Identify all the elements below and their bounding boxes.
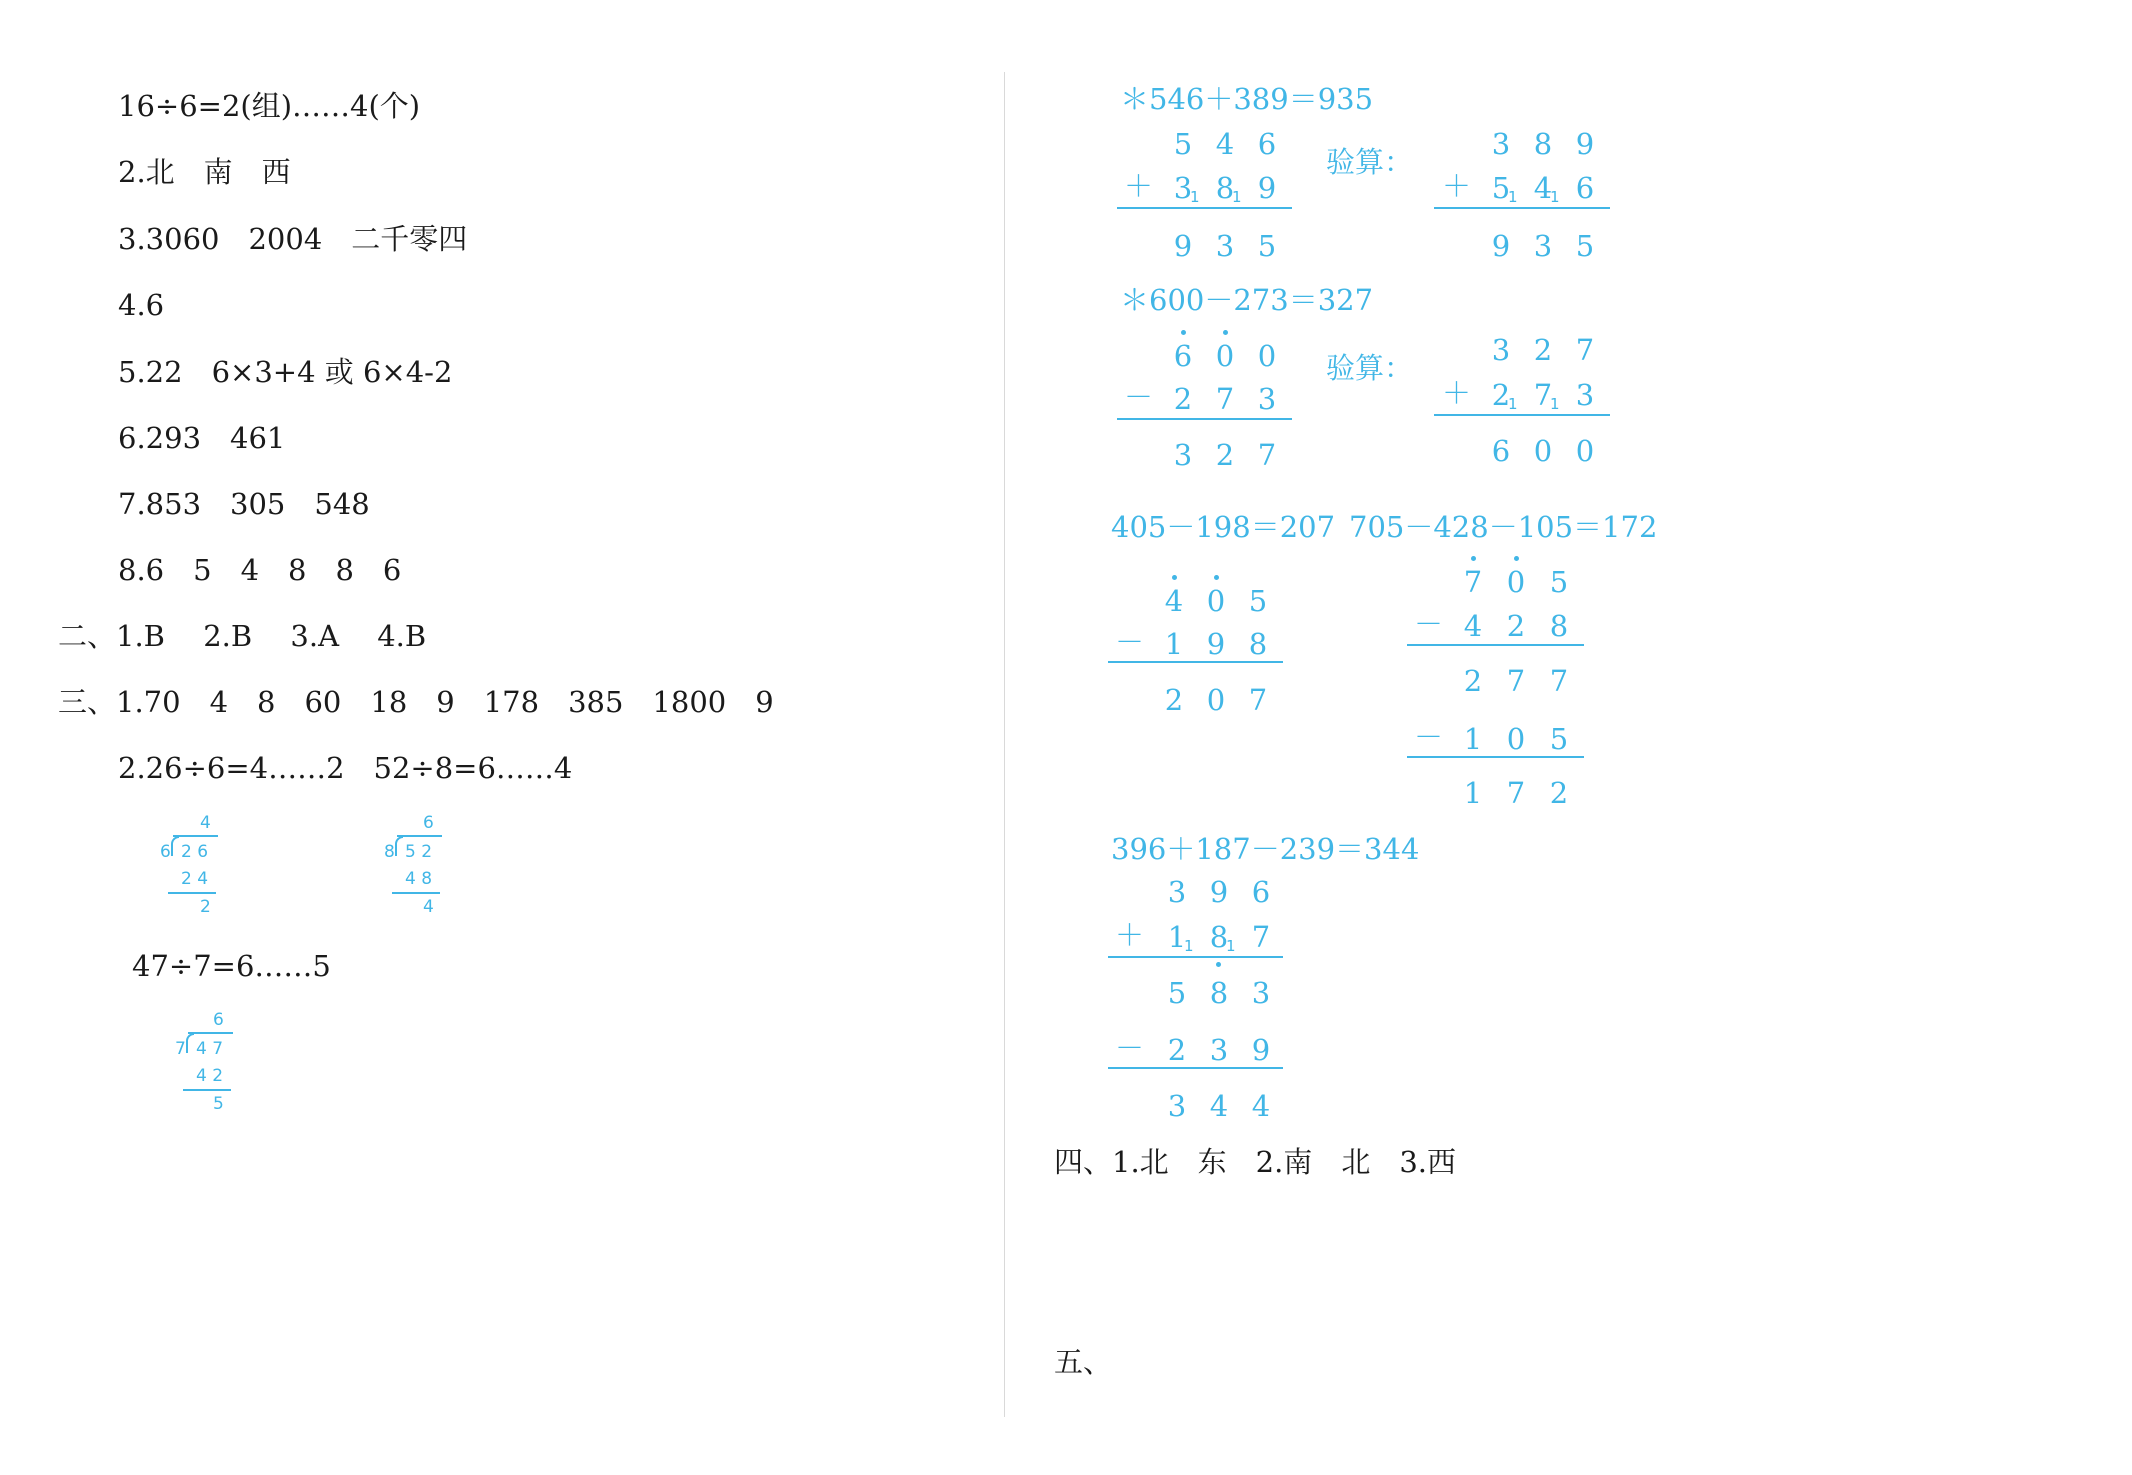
division-equations: 2.26÷6=4……2 52÷8=6……4 xyxy=(118,751,573,785)
check-label: 验算： xyxy=(1326,351,1414,385)
equation-396-plus-187-minus-239: 396＋187－239＝344 xyxy=(1111,832,1420,866)
equation-600-minus-273: ＊600－273＝327 xyxy=(1120,283,1374,317)
equation-546-plus-389: ＊546＋389＝935 xyxy=(1120,82,1374,116)
answer-line: 3.3060 2004 二千零四 xyxy=(118,222,468,256)
section-two-answers: 二、1.B 2.B 3.A 4.B xyxy=(58,619,427,653)
answer-line: 2.北 南 西 xyxy=(118,155,291,189)
answer-line: 8.6 5 4 8 8 6 xyxy=(118,553,402,587)
answer-line: 16÷6=2(组)……4(个) xyxy=(118,89,421,123)
equation-705-minus-428-minus-105: 705－428－105＝172 xyxy=(1349,510,1658,544)
page-divider xyxy=(1004,72,1005,1417)
division-equation: 47÷7=6……5 xyxy=(132,949,331,983)
section-three-answers: 三、1.70 4 8 60 18 9 178 385 1800 9 xyxy=(58,685,774,719)
answer-line: 7.853 305 548 xyxy=(118,487,370,521)
answer-line: 6.293 461 xyxy=(118,421,286,455)
check-label: 验算： xyxy=(1326,145,1414,179)
answer-line: 4.6 xyxy=(118,288,165,322)
equation-405-minus-198: 405－198＝207 xyxy=(1111,510,1336,544)
answer-line: 5.22 6×3+4 或 6×4-2 xyxy=(118,355,453,389)
section-four-answers: 四、1.北 东 2.南 北 3.西 xyxy=(1054,1145,1457,1179)
section-five-heading: 五、 xyxy=(1054,1345,1113,1379)
